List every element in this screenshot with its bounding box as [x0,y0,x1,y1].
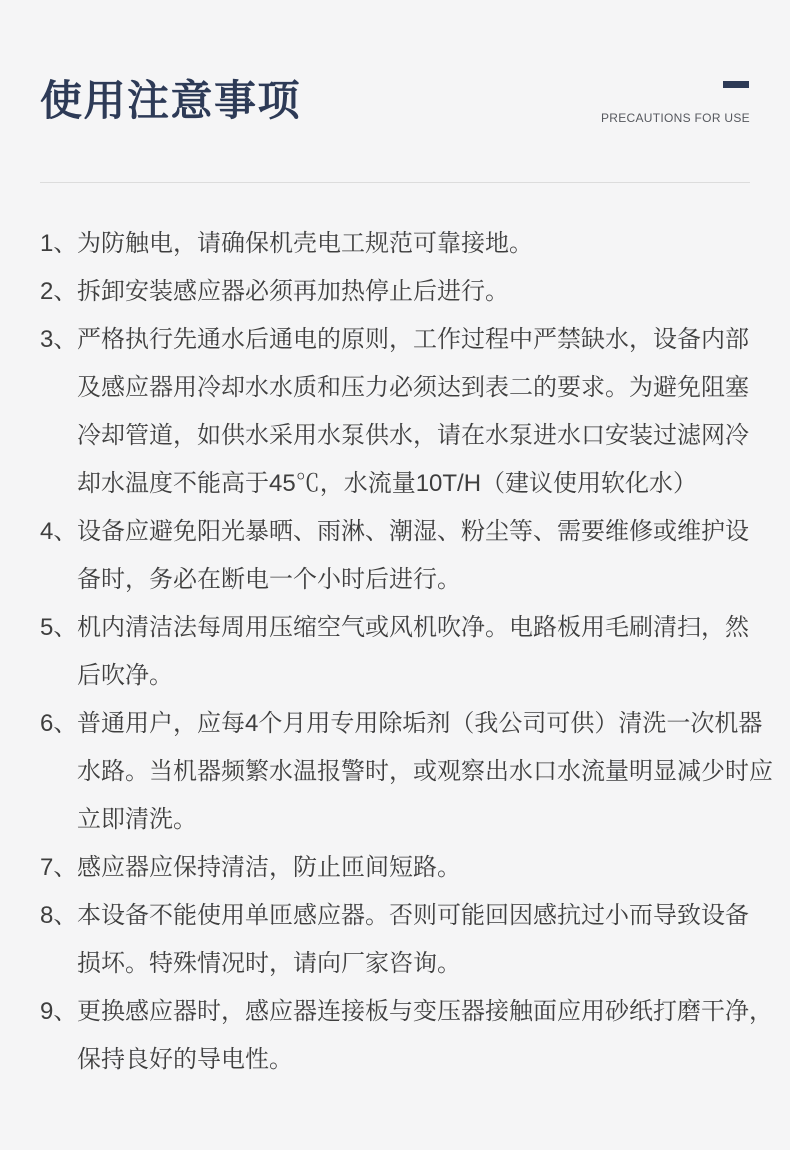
list-item-text-line: 感应器应保持清洁，防止匝间短路。 [77,854,461,881]
list-item-text-line: 却水温度不能高于45℃，水流量10T/H（建议使用软化水） [77,470,698,497]
list-item-text-line: 为防触电，请确保机壳电工规范可靠接地。 [77,230,533,257]
list-item-text-line: 水路。当机器频繁水温报警时，或观察出水口水流量明显减少时应 [77,758,773,785]
list-item [40,220,754,268]
list-item [40,844,754,892]
list-item [40,892,754,988]
list-item-text-line: 设备应避免阳光暴晒、雨淋、潮湿、粉尘等、需要维修或维护设 [77,518,749,545]
list-item-text-line: 冷却管道，如供水采用水泵供水，请在水泵进水口安装过滤网冷 [77,422,749,449]
list-item-text-line: 备时，务必在断电一个小时后进行。 [77,566,461,593]
list-item-text-line: 立即清洗。 [77,806,197,833]
list-item-number: 3、 [40,326,78,353]
list-item [40,316,754,508]
header-divider [40,182,750,183]
page-title: 使用注意事项 [40,77,302,124]
list-item-text-line: 普通用户，应每4个月用专用除垢剂（我公司可供）清洗一次机器 [77,710,763,737]
list-item-text-line: 拆卸安装感应器必须再加热停止后进行。 [77,278,509,305]
list-item [40,700,773,844]
list-item-number: 7、 [40,854,78,881]
list-item-number: 9、 [40,998,78,1025]
list-item [40,268,754,316]
list-item-number: 6、 [40,710,78,737]
list-item-number: 2、 [40,278,78,305]
list-item-number: 4、 [40,518,78,545]
list-item-number: 8、 [40,902,78,929]
list-item-text-line: 损坏。特殊情况时，请向厂家咨询。 [77,950,461,977]
list-item-text-line: 严格执行先通水后通电的原则，工作过程中严禁缺水，设备内部 [77,326,749,353]
precaution-list [40,220,773,1084]
list-item-text-line: 更换感应器时，感应器连接板与变压器接触面应用砂纸打磨干净， [77,998,773,1025]
list-item-number: 5、 [40,614,78,641]
list-item [40,988,773,1084]
list-item-text-line: 机内清洁法每周用压缩空气或风机吹净。电路板用毛刷清扫，然 [77,614,749,641]
list-item-text-line: 保持良好的导电性。 [77,1046,293,1073]
accent-dash-icon [723,81,749,88]
list-item-text-line: 及感应器用冷却水水质和压力必须达到表二的要求。为避免阻塞 [77,374,749,401]
list-item-text-line: 本设备不能使用单匝感应器。否则可能回因感抗过小而导致设备 [77,902,749,929]
list-item-number: 1、 [40,230,78,257]
page-subtitle: PRECAUTIONS FOR USE [600,111,750,125]
list-item [40,604,754,700]
list-item [40,508,754,604]
list-item-text-line: 后吹净。 [77,662,173,689]
